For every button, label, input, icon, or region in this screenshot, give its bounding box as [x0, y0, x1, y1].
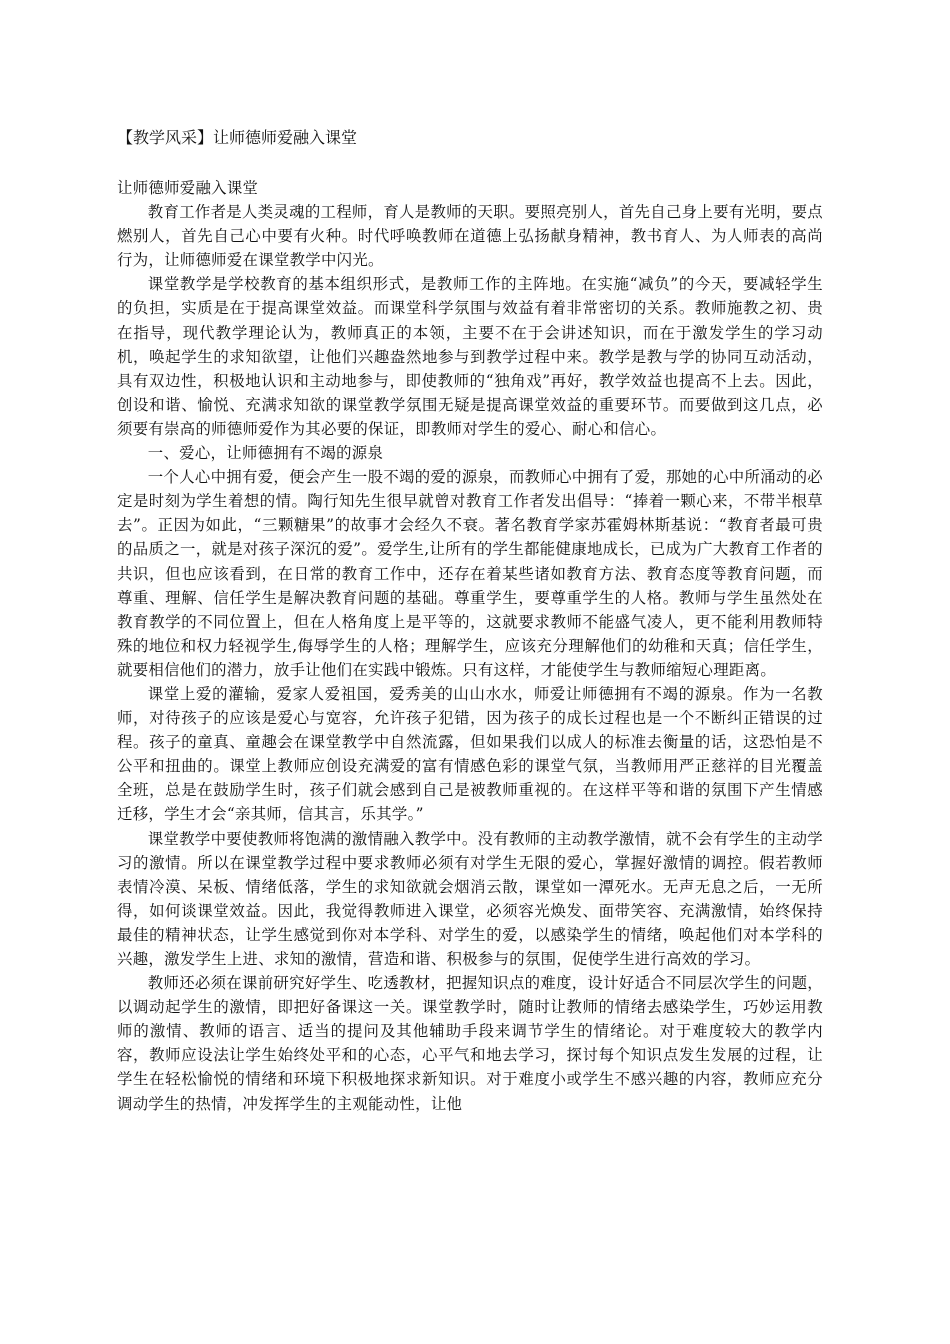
paragraph-1: 教育工作者是人类灵魂的工程师，育人是教师的天职。要照亮别人，首先自己身上要有光明，要点燃别人，首先自己心中要有火种。时代呼唤教师在道德上弘扬献身精神，教书育人、为人师表的高尚行为，让师德师爱在课堂教学中闪光。: [117, 203, 823, 270]
section-heading: 一、爱心，让师德拥有不竭的源泉: [147, 444, 384, 463]
article-heading: 让师德师爱融入课堂: [117, 179, 259, 197]
paragraph-6: 教师还必须在课前研究好学生、吃透教材，把握知识点的难度，设计好适合不同层次学生的问题，以调动起学生的激情，即把好备课这一关。课堂教学时，随时让教师的情绪去感染学生，巧妙运用教师的激情、教师的语言、适当的提问及其他辅助手段来调节学生的情绪论。对于难度较大的教学内容，教师应设法让学生始终处平和的心态，心平气和地去学习，探讨每个知识点发生发展的过程，让学生在轻松愉悦的情绪和环境下积极地探求新知识。对于难度小或学生不感兴趣的内容，教师应充分调动学生的热情，冲发挥学生的主观能动性，让他: [117, 974, 823, 1113]
document-title: 【教学风采】让师德师爱融入课堂: [117, 128, 358, 147]
document-body: [117, 176, 823, 1116]
paragraph-3: 一个人心中拥有爱，便会产生一股不竭的爱的源泉，而教师心中拥有了爱，那她的心中所涌动的必定是时刻为学生着想的情。陶行知先生很早就曾对教育工作者发出倡导：“捧着一颗心来，不带半根草去”。正因为如此，“三颗糖果”的故事才会经久不衰。著名教育学家苏霍姆林斯基说：“教育者最可贵的品质之一，就是对孩子深沉的爱”。爱学生,让所有的学生都能健康地成长，已成为广大教育工作者的共识，但也应该看到，在日常的教育工作中，还存在着某些诸如教育方法、教育态度等教育问题，而尊重、理解、信任学生是解决教育问题的基础。尊重学生，要尊重学生的人格。教师与学生虽然处在教育教学的不同位置上，但在人格角度上是平等的，这就要求教师不能盛气凌人，更不能利用教师特殊的地位和权力轻视学生,侮辱学生的人格；理解学生，应该充分理解他们的幼稚和天真；信任学生，就要相信他们的潜力，放手让他们在实践中锻炼。只有这样，才能使学生与教师缩短心理距离。: [117, 468, 823, 679]
paragraph-4: 课堂上爱的灌输，爱家人爱祖国，爱秀美的山山水水，师爱让师德拥有不竭的源泉。作为一名教师，对待孩子的应该是爱心与宽容，允许孩子犯错，因为孩子的成长过程也是一个不断纠正错误的过程。孩子的童真、童趣会在课堂教学中自然流露，但如果我们以成人的标准去衡量的话，这恐怕是不公平和扭曲的。课堂上教师应创设充满爱的富有情感色彩的课堂气氛，当教师用严正慈祥的目光覆盖全班，总是在鼓励学生时，孩子们就会感到自己是被教师重视的。在这样平等和谐的氛围下产生情感迁移，学生才会“亲其师，信其言，乐其学。”: [117, 684, 823, 824]
paragraph-2: 课堂教学是学校教育的基本组织形式，是教师工作的主阵地。在实施“减负”的今天，要减轻学生的负担，实质是在于提高课堂效益。而课堂科学氛围与效益有着非常密切的关系。教师施教之初、贵在指导，现代教学理论认为，教师真正的本领，主要不在于会讲述知识，而在于激发学生的学习动机，唤起学生的求知欲望，让他们兴趣盎然地参与到教学过程中来。教学是教与学的协同互动活动，具有双边性，积极地认识和主动地参与，即使教师的“独角戏”再好，教学效益也提高不上去。因此，创设和谐、愉悦、充满求知欲的课堂教学氛围无疑是提高课堂效益的重要环节。而要做到这几点，必须要有崇高的师德师爱作为其必要的保证，即教师对学生的爱心、耐心和信心。: [117, 275, 823, 438]
paragraph-5: 课堂教学中要使教师将饱满的激情融入教学中。没有教师的主动教学激情，就不会有学生的主动学习的激情。所以在课堂教学过程中要求教师必须有对学生无限的爱心，掌握好激情的调控。假若教师表情冷漠、呆板、情绪低落，学生的求知欲就会烟消云散，课堂如一潭死水。无声无息之后，一无所得，如何谈课堂效益。因此，我觉得教师进入课堂，必须容光焕发、面带笑容、充满激情，始终保持最佳的精神状态，让学生感觉到你对本学科、对学生的爱，以感染学生的情绪，唤起他们对本学科的兴趣，激发学生上进、求知的激情，营造和谐、积极参与的氛围，促使学生进行高效的学习。: [117, 829, 823, 968]
